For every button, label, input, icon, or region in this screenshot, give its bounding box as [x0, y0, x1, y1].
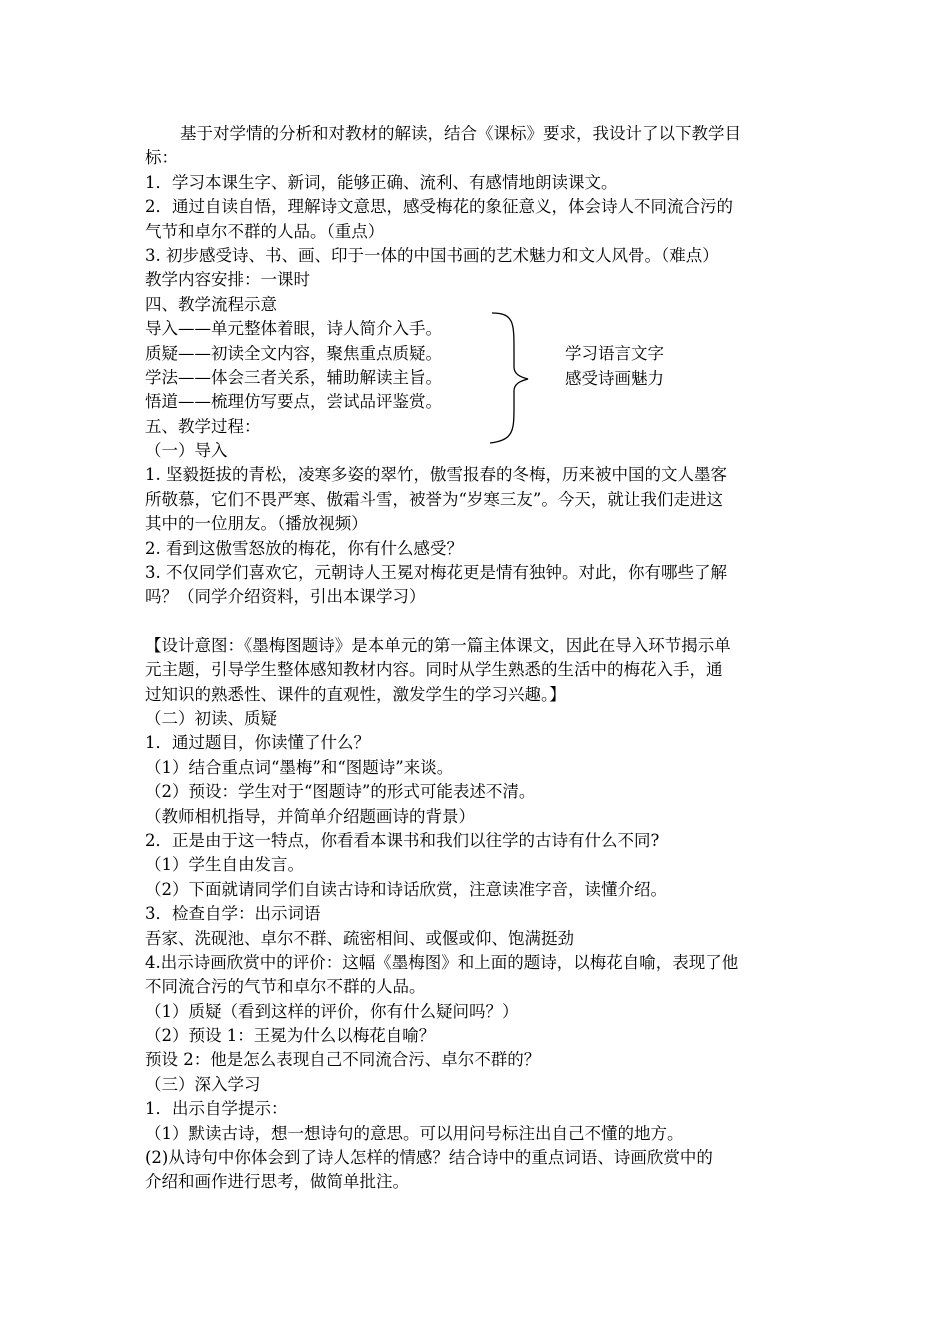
content-arrangement: 教学内容安排：一课时: [145, 270, 310, 290]
design-note-line: 过知识的熟悉性、课件的直观性，激发学生的学习兴趣。】: [145, 684, 566, 704]
goal-line: 3. 初步感受诗、书、画、印于一体的中国书画的艺术魅力和文人风骨。（难点）: [145, 245, 719, 265]
body-line: （教师相机指导，并简单介绍题画诗的背景）: [145, 806, 475, 826]
intro-line: 标：: [145, 148, 178, 168]
flow-step: 学法——体会三者关系，辅助解读主旨。: [145, 367, 442, 387]
design-note-line: 元主题，引导学生整体感知教材内容。同时从学生熟悉的生活中的梅花入手，通: [145, 660, 723, 680]
curly-brace-icon: [490, 311, 550, 446]
body-line: （2）预设 1：王冕为什么以梅花自喻？: [145, 1026, 436, 1046]
body-line: 不同流合污的气节和卓尔不群的人品。: [145, 977, 426, 997]
body-line: （1）质疑（看到这样的评价，你有什么疑问吗？）: [145, 1001, 519, 1021]
intro-line: 基于对学情的分析和对教材的解读，结合《课标》要求，我设计了以下教学目: [180, 124, 741, 143]
summary-line: 感受诗画魅力: [565, 369, 664, 389]
flow-step: 质疑——初读全文内容，聚焦重点质疑。: [145, 343, 442, 363]
body-line: 2. 看到这傲雪怒放的梅花，你有什么感受？: [145, 538, 463, 558]
body-line: 其中的一位朋友。（播放视频）: [145, 514, 368, 534]
subsection-heading: （三）深入学习: [145, 1074, 261, 1094]
flow-step: 悟道——梳理仿写要点，尝试品评鉴赏。: [145, 392, 442, 412]
body-line: 3. 不仅同学们喜欢它，元朝诗人王冕对梅花更是情有独钟。对此，你有哪些了解: [145, 563, 727, 583]
blank-line: [145, 610, 810, 634]
section-heading: 五、教学过程：: [145, 416, 261, 436]
body-line: 1. 坚毅挺拔的青松，凌寒多姿的翠竹，傲雪报春的冬梅，历来被中国的文人墨客: [145, 465, 727, 485]
body-line: （1）默读古诗，想一想诗句的意思。可以用问号标注出自己不懂的地方。: [145, 1123, 684, 1143]
document-page: [145, 122, 810, 1195]
body-line: 吗？（同学介绍资料，引出本课学习）: [145, 587, 426, 607]
body-line: 1．通过题目，你读懂了什么？: [145, 733, 370, 753]
goal-line: 气节和卓尔不群的人品。（重点）: [145, 221, 385, 241]
design-note-line: 【设计意图：《墨梅图题诗》是本单元的第一篇主体课文，因此在导入环节揭示单: [145, 635, 731, 655]
body-line: 1．出示自学提示：: [145, 1099, 288, 1119]
body-line: 3．检查自学：出示词语: [145, 904, 321, 924]
subsection-heading: （二）初读、质疑: [145, 708, 277, 728]
body-line: （1）结合重点词“墨梅”和“图题诗”来谈。: [145, 757, 454, 777]
body-line: 4.出示诗画欣赏中的评价：这幅《墨梅图》和上面的题诗，以梅花自喻，表现了他: [145, 952, 739, 972]
body-line: （2）预设：学生对于“图题诗”的形式可能表述不清。: [145, 782, 536, 802]
body-line: 预设 2：他是怎么表现自己不同流合污、卓尔不群的？: [145, 1050, 541, 1070]
body-line: （1）学生自由发言。: [145, 855, 304, 875]
section-heading: 四、教学流程示意: [145, 294, 277, 314]
flow-diagram: [145, 317, 810, 463]
body-line: 介绍和画作进行思考，做简单批注。: [145, 1172, 409, 1192]
body-line: （2）下面就请同学们自读古诗和诗话欣赏，注意读准字音，读懂介绍。: [145, 879, 667, 899]
body-line: 吾家、洗砚池、卓尔不群、疏密相间、或偃或仰、饱满挺劲: [145, 928, 574, 948]
summary-line: 学习语言文字: [565, 344, 664, 364]
goal-line: 2．通过自读自悟，理解诗文意思，感受梅花的象征意义，体会诗人不同流合污的: [145, 197, 733, 217]
subsection-heading: （一）导入: [145, 441, 228, 461]
flow-summary: [565, 341, 664, 391]
body-line: (2)从诗句中你体会到了诗人怎样的情感？结合诗中的重点词语、诗画欣赏中的: [145, 1148, 713, 1168]
goal-line: 1．学习本课生字、新词，能够正确、流利、有感情地朗读课文。: [145, 172, 618, 192]
flow-step: 导入——单元整体着眼，诗人简介入手。: [145, 319, 442, 339]
body-line: 所敬慕，它们不畏严寒、傲霜斗雪，被誉为“岁寒三友”。今天，就让我们走进这: [145, 489, 723, 509]
body-line: 2．正是由于这一特点，你看看本课书和我们以往学的古诗有什么不同?: [145, 830, 660, 850]
